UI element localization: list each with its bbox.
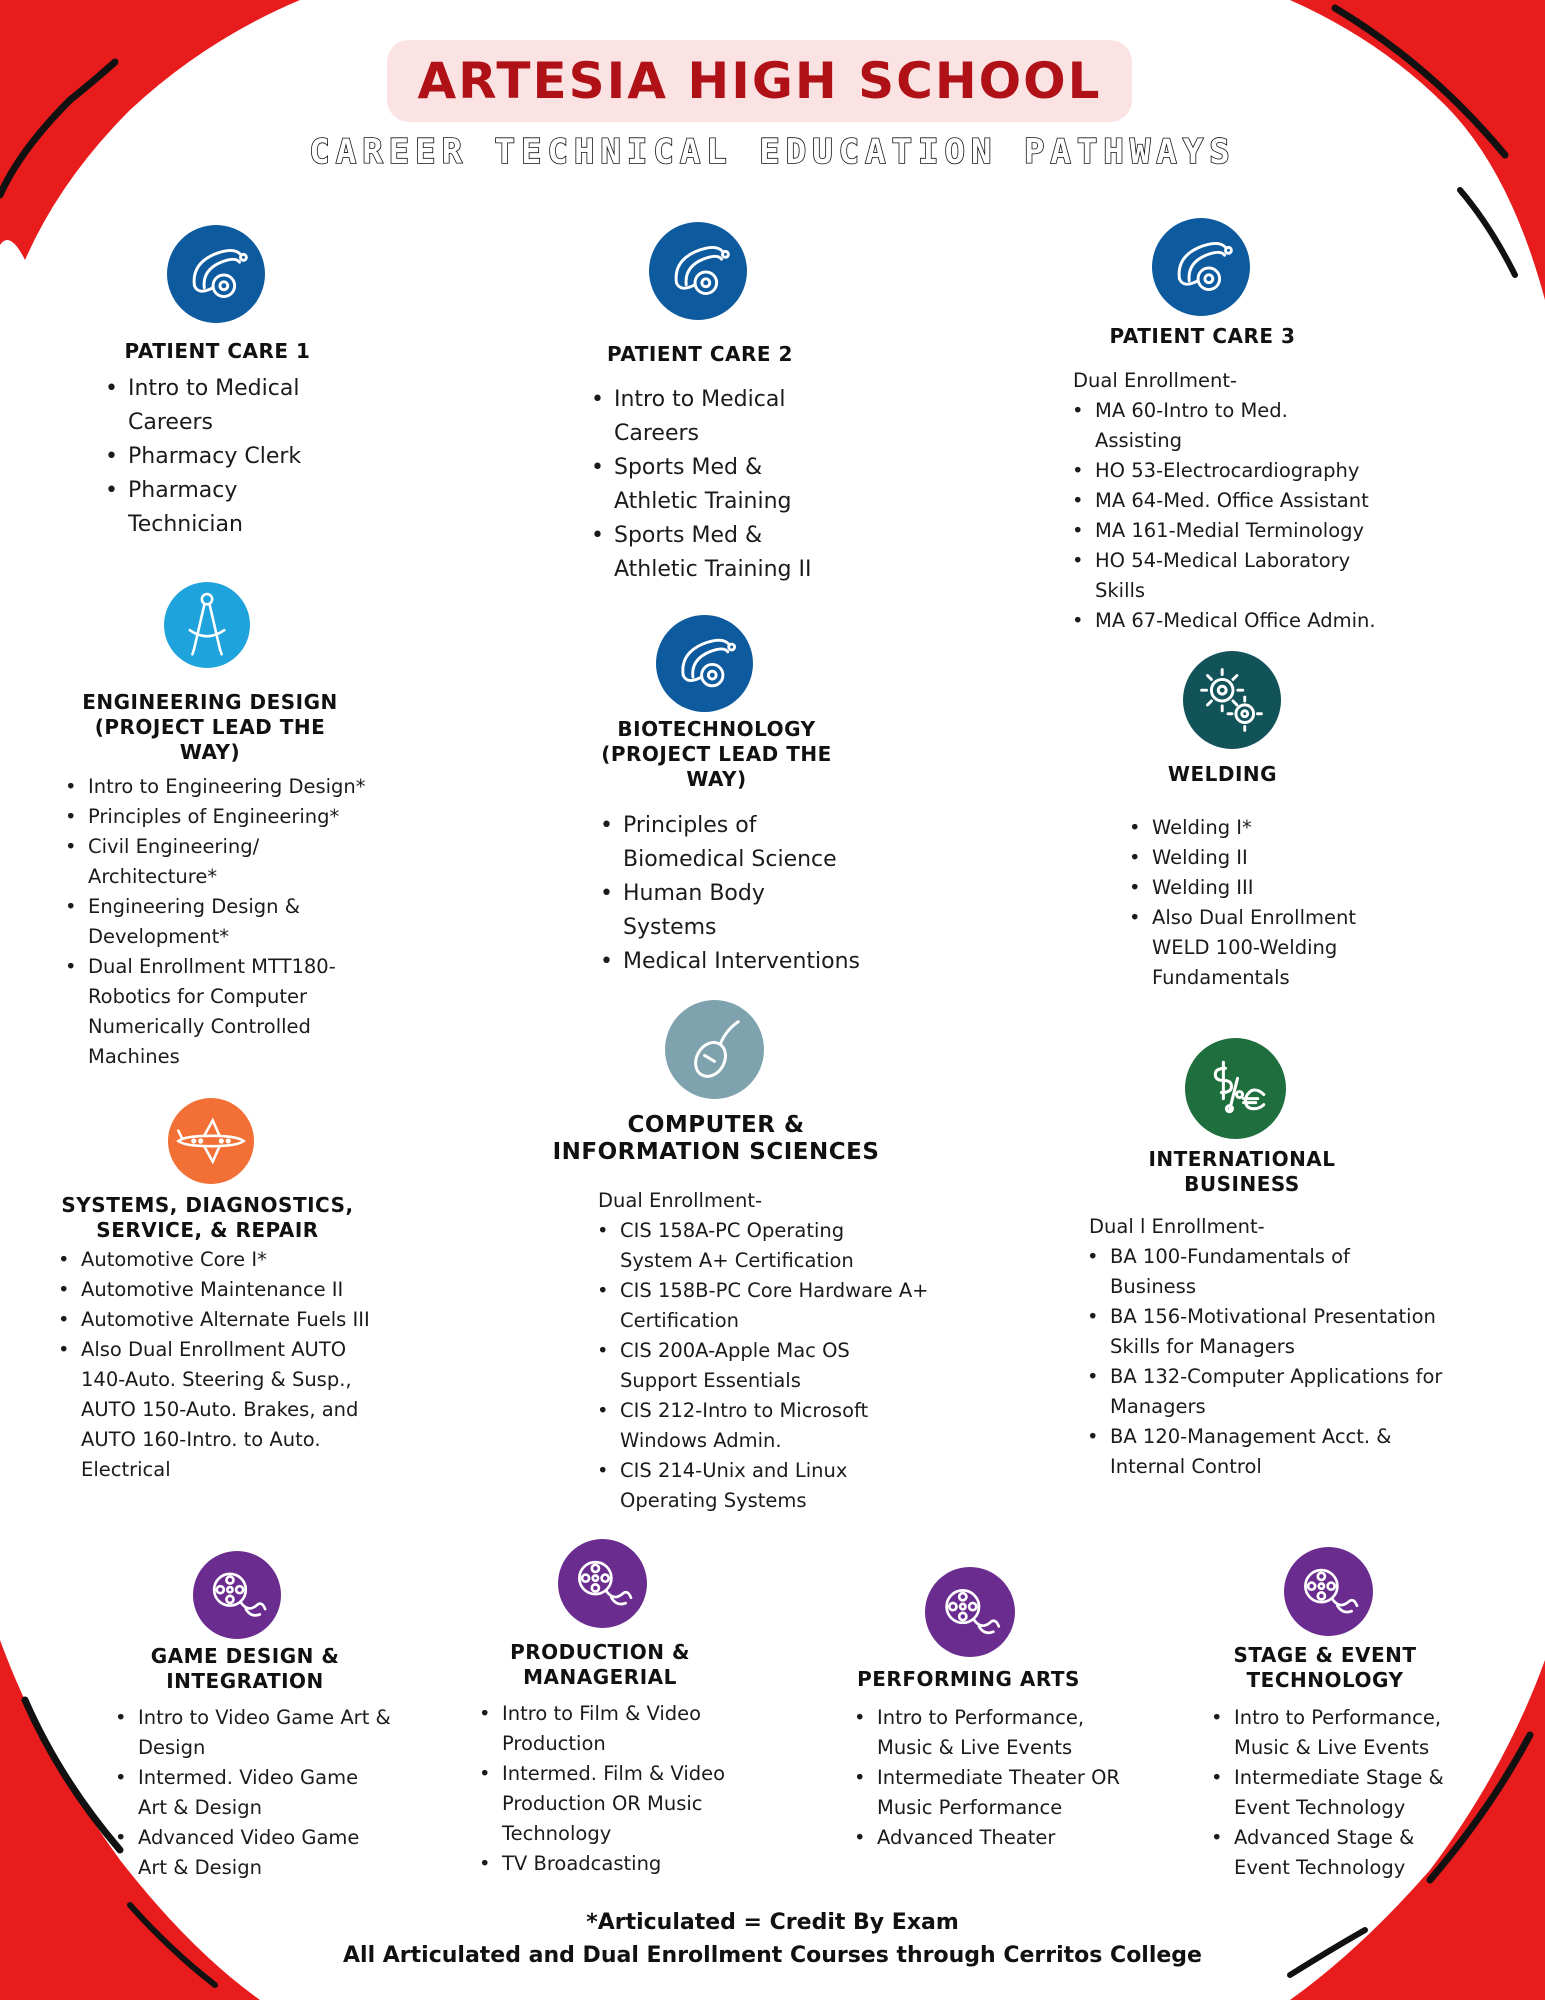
list-item: • Intermed. Video Game Art & Design — [109, 1763, 378, 1823]
list-item: • BA 100-Fundamentals of Business — [1081, 1242, 1400, 1302]
pathway-title: PERFORMING ARTS — [857, 1667, 1080, 1691]
list-item: • CIS 214-Unix and Linux Operating Systems — [591, 1456, 890, 1516]
list-item: • Intermediate Theater OR Music Performance — [848, 1763, 1137, 1823]
film-reel-icon — [558, 1539, 647, 1628]
list-item: • MA 161-Medial Terminology — [1066, 516, 1406, 546]
list-item: • Principles of Biomedical Science — [594, 809, 884, 877]
list-item: • HO 54-Medical Laboratory Skills — [1066, 546, 1385, 606]
list-item: • Sports Med & Athletic Training II — [585, 519, 845, 587]
list-item: • MA 67-Medical Office Admin. — [1066, 606, 1406, 636]
list-item: • Engineering Design & Development* — [59, 892, 338, 952]
list-item: • Intro to Film & Video Production — [473, 1699, 737, 1759]
list-item: • Intro to Engineering Design* — [59, 772, 379, 802]
list-item: • Sports Med & Athletic Training — [585, 451, 845, 519]
list-item: • Intro to Performance, Music & Live Events — [848, 1703, 1137, 1763]
list-item: • HO 53-Electrocardiography — [1066, 456, 1406, 486]
pathway-title: BIOTECHNOLOGY (PROJECT LEAD THE WAY) — [601, 717, 832, 791]
pathway-course-list — [59, 772, 379, 1072]
dual-enrollment-label: Dual l Enrollment- — [1089, 1215, 1265, 1238]
footer-note-cerritos: All Articulated and Dual Enrollment Courses through Cerritos College — [343, 1943, 1202, 1968]
list-item: • Welding III — [1123, 873, 1403, 903]
pathway-course-list — [591, 1216, 931, 1516]
list-item: • Automotive Core I* — [52, 1245, 382, 1275]
page-subtitle: CAREER TECHNICAL EDUCATION PATHWAYS — [309, 132, 1236, 172]
pathway-title: GAME DESIGN & INTEGRATION — [150, 1644, 340, 1693]
pathway-title: COMPUTER & INFORMATION SCIENCES — [552, 1112, 880, 1165]
gears-icon — [1183, 651, 1281, 749]
list-item: • Medical Interventions — [594, 945, 884, 979]
stethoscope-icon — [1152, 218, 1250, 316]
pathway-course-list — [1123, 813, 1403, 993]
list-item: • Intermediate Stage & Event Technology — [1205, 1763, 1494, 1823]
list-item: • Advanced Theater — [848, 1823, 1138, 1853]
dual-enrollment-label: Dual Enrollment- — [1073, 369, 1238, 392]
list-item: • Civil Engineering/ Architecture* — [59, 832, 308, 892]
pathway-course-list — [1205, 1703, 1505, 1883]
pathway-title: PATIENT CARE 1 — [124, 339, 311, 363]
pathway-title: SYSTEMS, DIAGNOSTICS, SERVICE, & REPAIR — [61, 1193, 354, 1242]
pathway-course-list — [52, 1245, 382, 1485]
list-item: • Intro to Performance, Music & Live Events — [1205, 1703, 1494, 1763]
pathway-course-list — [109, 1703, 409, 1883]
pathway-title: WELDING — [1167, 762, 1278, 786]
pathway-title: PRODUCTION & MANAGERIAL — [510, 1640, 690, 1689]
pathway-course-list — [1081, 1242, 1461, 1482]
pathway-course-list — [99, 372, 349, 542]
list-item: • Intro to Medical Careers — [99, 372, 349, 440]
list-item: • Intro to Medical Careers — [585, 383, 845, 451]
mouse-icon — [665, 1000, 764, 1099]
pathway-title: PATIENT CARE 2 — [607, 342, 793, 366]
list-item: • Automotive Alternate Fuels III — [52, 1305, 371, 1335]
airplane-icon — [168, 1098, 254, 1184]
list-item: • CIS 212-Intro to Microsoft Windows Admin. — [591, 1396, 910, 1456]
list-item: • Pharmacy Technician — [99, 474, 349, 542]
footer-note-articulated: *Articulated = Credit By Exam — [586, 1910, 959, 1935]
list-item: • CIS 158B-PC Core Hardware A+ Certification — [591, 1276, 940, 1336]
list-item: • BA 132-Computer Applications for Managers — [1081, 1362, 1490, 1422]
pathway-course-list — [848, 1703, 1138, 1853]
list-item: • BA 120-Management Acct. & Internal Control — [1081, 1422, 1440, 1482]
list-item: • Automotive Maintenance II — [52, 1275, 382, 1305]
list-item: • Intro to Video Game Art & Design — [109, 1703, 413, 1763]
pathway-course-list — [594, 809, 884, 979]
film-reel-icon — [193, 1551, 281, 1639]
pathway-title: PATIENT CARE 3 — [1109, 324, 1296, 348]
stethoscope-icon — [656, 615, 753, 712]
list-item: • Dual Enrollment MTT180-Robotics for Computer Numerically Controlled Machines — [59, 952, 348, 1072]
list-item: • MA 64-Med. Office Assistant — [1066, 486, 1406, 516]
dual-enrollment-label: Dual Enrollment- — [598, 1189, 763, 1212]
film-reel-icon — [1284, 1547, 1373, 1636]
list-item: • Principles of Engineering* — [59, 802, 379, 832]
list-item: • Intermed. Film & Video Production OR Music Technology — [473, 1759, 752, 1849]
list-item: • Also Dual Enrollment WELD 100-Welding Fundamentals — [1123, 903, 1402, 993]
list-item: • Advanced Stage & Event Technology — [1205, 1823, 1464, 1883]
list-item: • CIS 200A-Apple Mac OS Support Essentials — [591, 1336, 890, 1396]
stethoscope-icon — [649, 222, 747, 320]
pathway-course-list — [1066, 396, 1406, 636]
list-item: • Also Dual Enrollment AUTO 140-Auto. Steering & Susp., AUTO 150-Auto. Brakes, and AUTO 160-Intro. to Auto. Electrical — [52, 1335, 371, 1485]
page-title: ARTESIA HIGH SCHOOL — [417, 52, 1102, 110]
pathway-title: ENGINEERING DESIGN (PROJECT LEAD THE WAY) — [82, 690, 338, 764]
list-item: • MA 60-Intro to Med. Assisting — [1066, 396, 1325, 456]
film-reel-icon — [925, 1567, 1015, 1657]
pathway-course-list — [585, 383, 845, 587]
list-item: • Welding II — [1123, 843, 1403, 873]
pathway-title: INTERNATIONAL BUSINESS — [1148, 1147, 1336, 1196]
list-item: • BA 156-Motivational Presentation Skills for Managers — [1081, 1302, 1480, 1362]
pathway-course-list — [473, 1699, 773, 1879]
pathway-title: STAGE & EVENT TECHNOLOGY — [1233, 1643, 1417, 1692]
stethoscope-icon — [167, 225, 265, 323]
list-item: • Welding I* — [1123, 813, 1403, 843]
compass-icon — [164, 582, 250, 668]
list-item: • Pharmacy Clerk — [99, 440, 349, 474]
list-item: • Human Body Systems — [594, 877, 813, 945]
currency-icon — [1185, 1038, 1286, 1139]
list-item: • CIS 158A-PC Operating System A+ Certification — [591, 1216, 890, 1276]
list-item: • Advanced Video Game Art & Design — [109, 1823, 378, 1883]
list-item: • TV Broadcasting — [473, 1849, 773, 1879]
